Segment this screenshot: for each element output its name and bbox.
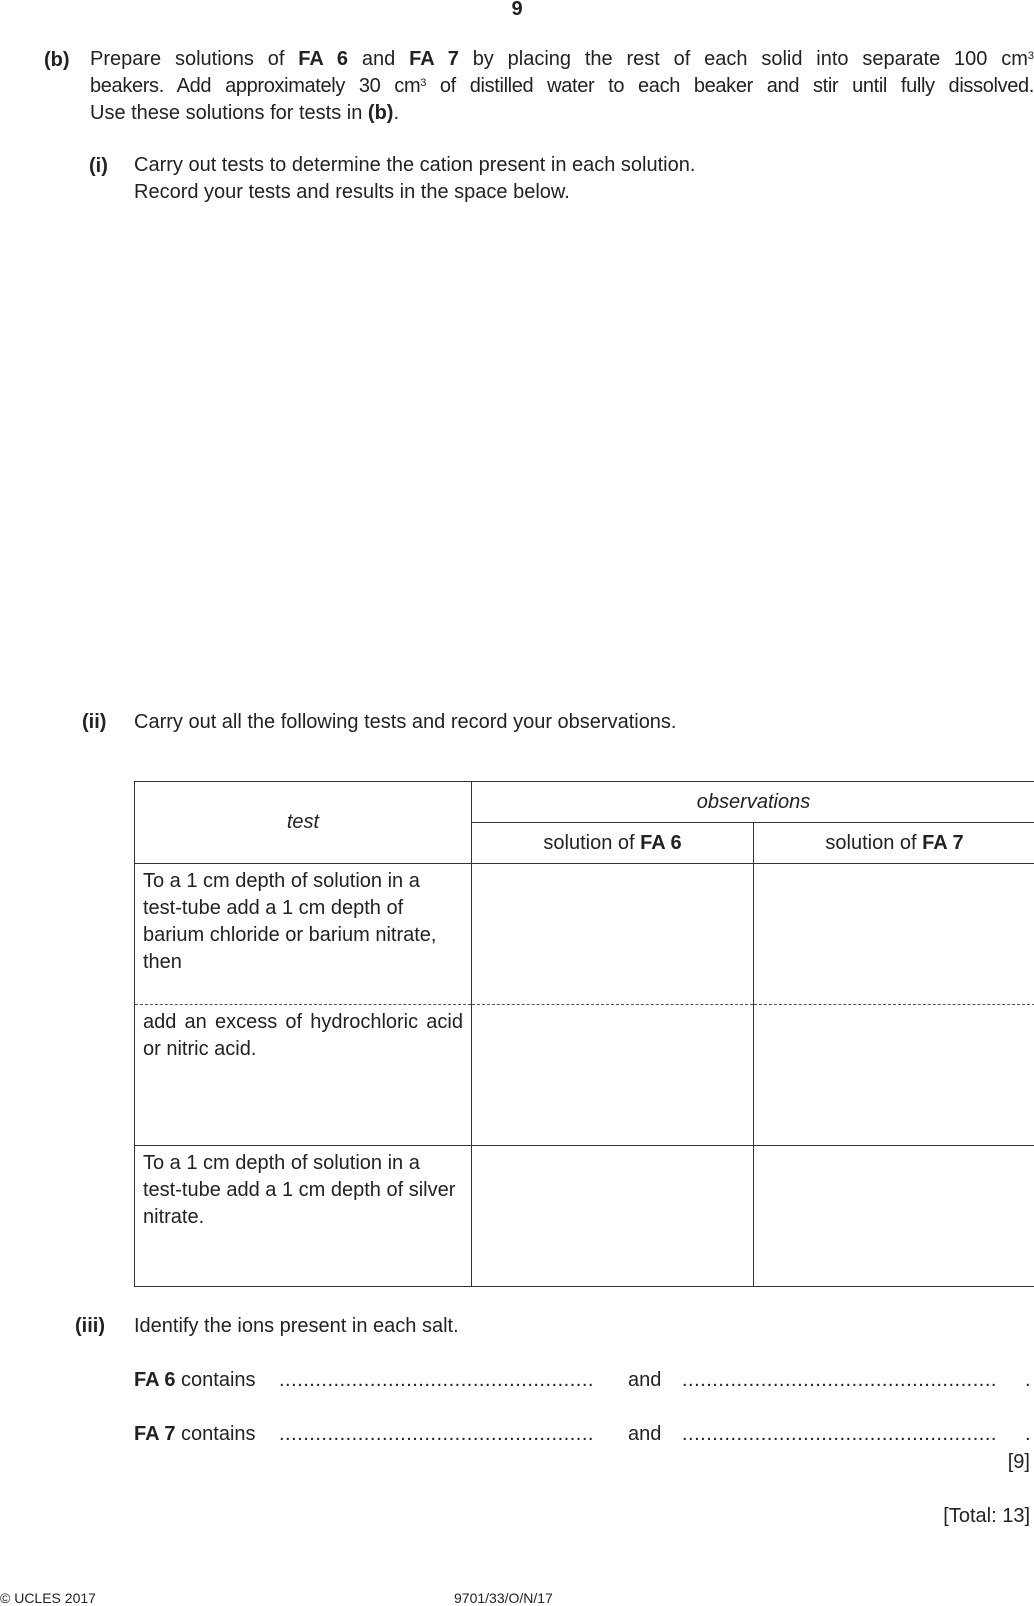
fa7-silver-observation[interactable] — [754, 1146, 1034, 1287]
paper-code: 9701/33/O/N/17 — [454, 1590, 553, 1606]
fa6-barium-observation[interactable] — [472, 864, 754, 1005]
fa6-column-header: solution of FA 6 — [472, 823, 754, 864]
observations-table — [134, 781, 1034, 1287]
test-header: test — [135, 782, 472, 864]
fa7-column-header: solution of FA 7 — [754, 823, 1034, 864]
part-ii-label: (ii) — [82, 711, 107, 733]
fa6-silver-observation[interactable] — [472, 1146, 754, 1287]
fa7-end: . — [1025, 1423, 1031, 1445]
part-iii-label: (iii) — [75, 1315, 105, 1337]
part-b-label: (b) — [44, 49, 70, 71]
part-i-line-1: Carry out tests to determine the cation present in each solution. — [134, 154, 696, 176]
fa7-answer-line: FA 7 contains .................................................... and .................................................... . — [134, 1423, 1031, 1445]
fa7-barium-observation[interactable] — [754, 864, 1034, 1005]
test-acid-text: add an excess of hydrochloric acid or nitric acid. — [143, 1011, 463, 1060]
fa6-answer-line: FA 6 contains .................................................... and .................................................... . — [134, 1369, 1031, 1391]
test-barium-text: To a 1 cm depth of solution in a test-tube add a 1 cm depth of barium chloride or barium nitrate, then — [143, 870, 437, 973]
part-i-line-2: Record your tests and results in the space below. — [134, 181, 570, 203]
part-iii-text: Identify the ions present in each salt. — [134, 1315, 459, 1337]
fa6-end: . — [1025, 1369, 1031, 1391]
fa7-answer-blank-2[interactable]: .................................................... — [682, 1423, 997, 1445]
part-b-instructions — [90, 46, 1034, 127]
fa6-answer-label: FA 6 — [134, 1369, 176, 1391]
fa7-acid-observation[interactable] — [754, 1005, 1034, 1146]
observations-header: observations — [472, 782, 1034, 823]
fa7-answer-label: FA 7 — [134, 1423, 176, 1445]
test-silver-text: To a 1 cm depth of solution in a test-tube add a 1 cm depth of silver nitrate. — [143, 1152, 456, 1228]
marks: [9] — [1007, 1451, 1030, 1473]
part-b-line-1: Prepare solutions of FA 6 and FA 7 by placing the rest of each solid into separate 100 $cm^3$ — [90, 48, 1034, 70]
test-acid-cell — [135, 1005, 472, 1146]
part-i-text — [134, 152, 695, 206]
part-ii-text: Carry out all the following tests and record your observations. — [134, 711, 677, 733]
fa6-answer-blank-1[interactable]: .................................................... — [279, 1369, 594, 1391]
part-b-line-3: Use these solutions for tests in (b). — [90, 102, 400, 124]
part-b-line-2: beakers. Add approximately 30 $cm^3$ of distilled water to each beaker and stir until fully dissolved. — [90, 75, 1034, 97]
fa7-and: and — [628, 1423, 662, 1445]
fa6-and: and — [628, 1369, 662, 1391]
fa6-answer-blank-2[interactable]: .................................................... — [682, 1369, 997, 1391]
test-barium-cell — [135, 864, 472, 1005]
fa6-acid-observation[interactable] — [472, 1005, 754, 1146]
copyright: © UCLES 2017 — [0, 1590, 96, 1606]
total-marks: [Total: 13] — [943, 1505, 1030, 1527]
page-number: 9 — [511, 0, 523, 20]
fa7-answer-blank-1[interactable]: .................................................... — [279, 1423, 594, 1445]
part-i-label: (i) — [89, 155, 108, 177]
test-silver-cell — [135, 1146, 472, 1287]
